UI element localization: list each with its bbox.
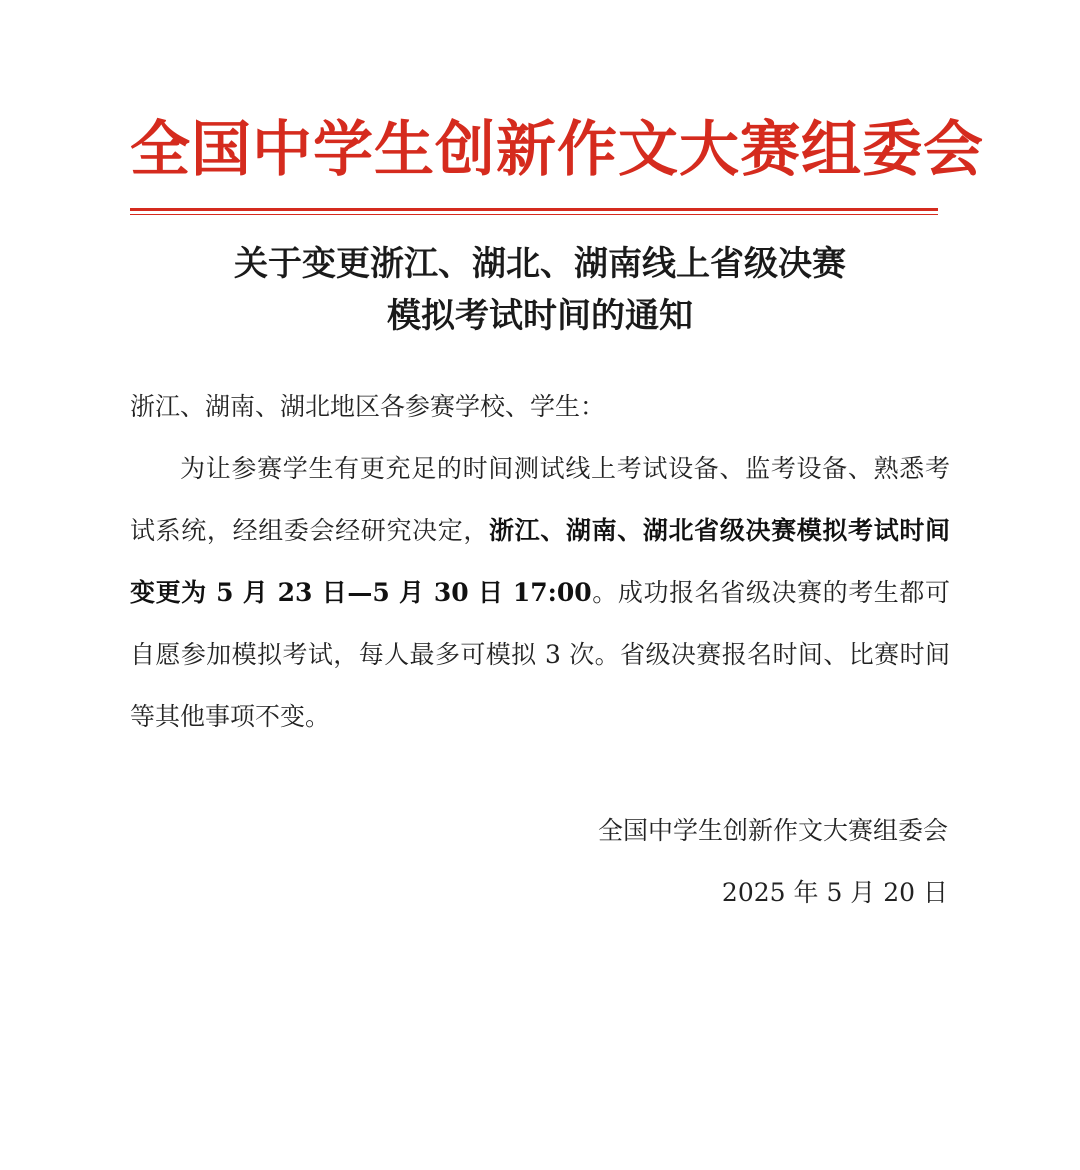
letterhead-rule-thick <box>130 208 938 211</box>
salutation: 浙江、湖南、湖北地区各参赛学校、学生： <box>130 392 606 421</box>
paragraph-text-bold: 浙江、湖南、湖北省级决赛模拟考试时间变更为 5 月 23 日—5 月 30 日 17:00 <box>130 516 950 607</box>
letterhead-title: 全国中学生创新作文大赛组委会 <box>130 115 984 185</box>
notice-title <box>110 238 970 342</box>
signature-block <box>598 800 948 924</box>
paragraph-text-1: 为让参赛学生有更充足的时间测试线上考试设备、监考设备、熟悉考试系统，经组委会经研究决定， <box>130 454 950 545</box>
letterhead-rule-thin <box>130 214 938 215</box>
notice-title-line-1: 关于变更浙江、湖北、湖南线上省级决赛 <box>234 244 846 284</box>
body-paragraph <box>130 438 950 748</box>
signature-org: 全国中学生创新作文大赛组委会 <box>597 816 948 845</box>
notice-title-line-2: 模拟考试时间的通知 <box>387 296 693 336</box>
signature-date: 2025 年 5 月 20 日 <box>721 878 948 907</box>
paragraph-text-2: 。成功报名省级决赛的考生都可自愿参加模拟考试，每人最多可模拟 3 次。省级决赛报名时间、比赛时间等其他事项不变。 <box>130 578 950 731</box>
notice-body <box>130 376 950 748</box>
